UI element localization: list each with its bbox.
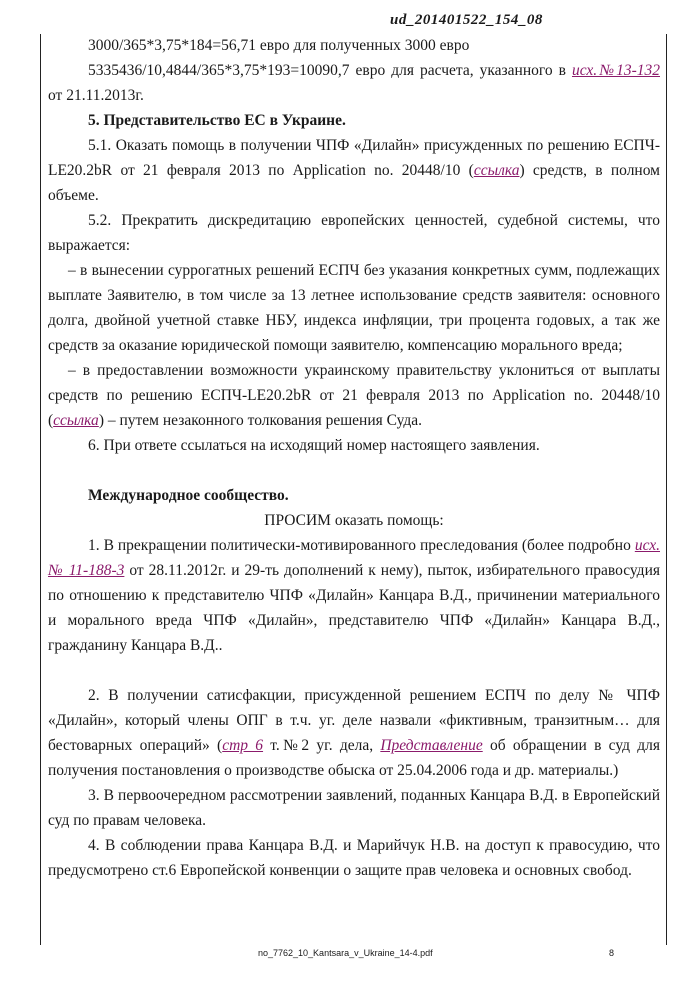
left-margin-rule [40, 34, 41, 945]
request-item-2-tail: об обращении в суд для получения постановления о производстве обыска от 25.04.2006 года и др. материалы.) [48, 737, 660, 779]
dash-2-tail: ) – путем незаконного толкования решения Суда. [98, 412, 422, 429]
list-item-dash-2 [48, 358, 660, 433]
echr-decision-link[interactable]: ссылка [473, 162, 520, 179]
document-id-header: ud_201401522_154_08 [390, 12, 543, 28]
outgoing-13-132-link[interactable]: исх.№13-132 [571, 62, 660, 79]
request-line: ПРОСИМ оказать помощь: [264, 512, 444, 529]
right-margin-rule [666, 34, 667, 945]
footer-filename: no_7762_10_Kantsara_v_Ukraine_14-4.pdf [258, 948, 433, 958]
request-item-2-mid: т.№2 уг. дела, [263, 737, 381, 754]
request-item-4: 4. В соблюдении права Канцара В.Д. и Марийчук Н.В. на доступ к правосудию, что предусмотрено ст.6 Европейской конвенции о защите прав человека и основных свобод. [48, 837, 660, 879]
request-item-3: 3. В первоочередном рассмотрении заявлений, поданных Канцара В.Д. в Европейский суд по правам человека. [48, 787, 660, 829]
document-body [48, 33, 660, 883]
spacer [48, 458, 660, 483]
outgoing-11-188-3-link[interactable]: исх. № 11-188-3 [48, 537, 660, 579]
spacer [48, 658, 660, 683]
list-item-dash-1: – в вынесении суррогатных решений ЕСПЧ без указания конкретных сумм, подлежащих выплате Заявителю, в том числе за 13 летнее использование средств заявителя: основного долга, двойной учетной ставке НБУ, индекса инфляции, три процента годовых, а так же средств за оказание юридической помощи заявителю, компенсацию морального вреда; [48, 262, 660, 354]
request-item-2 [48, 683, 660, 783]
calc-line-2-text: 5335436/10,4844/365*3,75*193=10090,7 евро для расчета, указанного в [88, 62, 572, 79]
submission-link[interactable]: Представление [380, 737, 483, 754]
page-6-link[interactable]: стр 6 [222, 737, 264, 754]
request-item-1-tail: от 28.11.2012г. и 29-ть дополнений к нему), пыток, избирательного правосудия по отношению к представителю ЧПФ «Дилайн» Канцара В.Д., причинении материального и морального вреда ЧПФ «Дилайн», представителю ЧПФ «Дилайн» Канцара В.Д., гражданину Канцара В.Д.. [48, 562, 660, 654]
paragraph-5-1 [48, 133, 660, 208]
paragraph-5-1-text: 5.1. Оказать помощь в получении ЧПФ «Дилайн» присужденных по решению ЕСПЧ-LE20.2bR от 21 февраля 2013 по Application no. 20448/10 ( [48, 137, 660, 179]
international-heading: Международное сообщество. [88, 487, 289, 504]
dash-2-text: – в предоставлении возможности украинскому правительству уклониться от выплаты средств по решению ЕСПЧ-LE20.2bR от 21 февраля 2013 по Application no. 20448/10 ( [48, 362, 660, 429]
request-item-1 [48, 533, 660, 658]
paragraph-5-2: 5.2. Прекратить дискредитацию европейских ценностей, судебной системы, что выражается: [48, 212, 660, 254]
request-item-1-text: 1. В прекращении политически-мотивированного преследования (более подробно [88, 537, 635, 554]
paragraph-5-1-tail: ) средств, в полном объеме. [48, 162, 660, 204]
request-item-2-text: 2. В получении сатисфакции, присужденной решением ЕСПЧ по делу № ЧПФ «Дилайн», который члены ОПГ в т.ч. уг. деле назвали «фиктивным, транзитным… для бестоварных операций» ( [48, 687, 660, 754]
footer-page-number: 8 [609, 948, 615, 958]
calc-line-2-tail: от 21.11.2013г. [48, 87, 144, 104]
calc-line-1: 3000/365*3,75*184=56,71 евро для полученных 3000 евро [88, 37, 470, 54]
calc-line-2 [48, 58, 660, 108]
paragraph-6: 6. При ответе ссылаться на исходящий номер настоящего заявления. [88, 437, 540, 454]
echr-decision-link-2[interactable]: ссылка [53, 412, 99, 429]
section-5-heading: 5. Представительство ЕС в Украине. [88, 112, 346, 129]
